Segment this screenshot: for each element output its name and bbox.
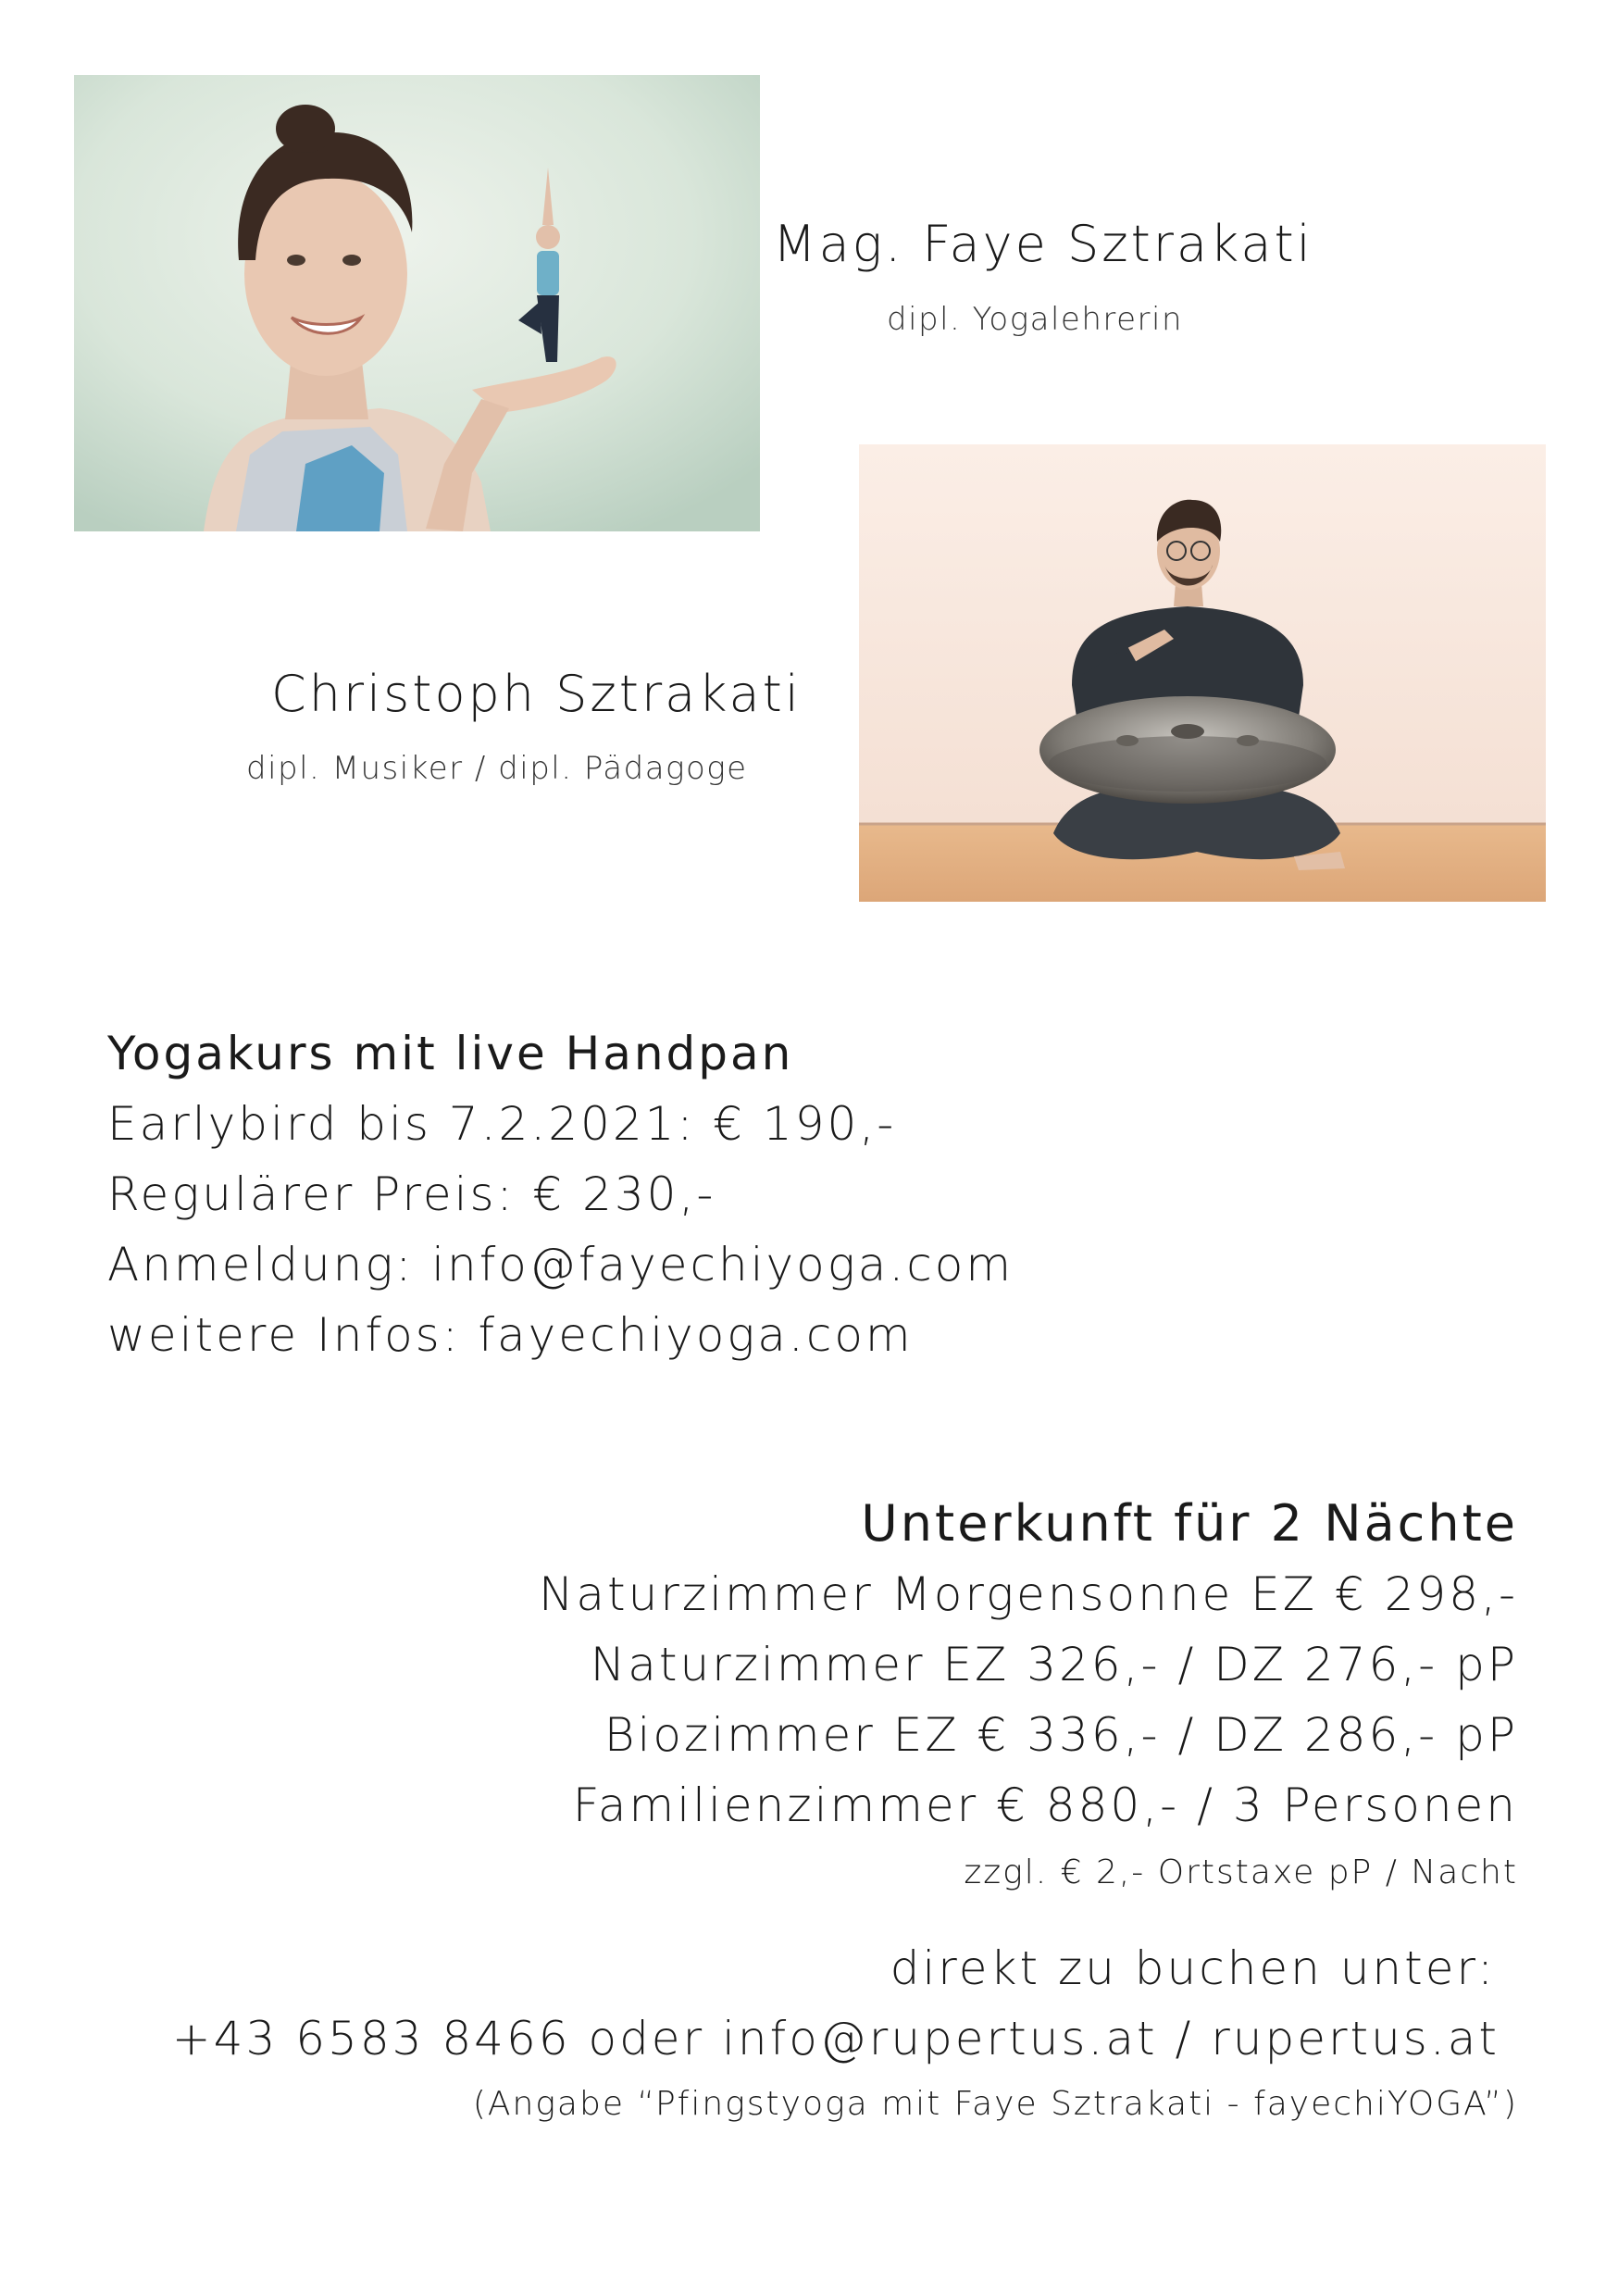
room-familienzimmer: Familienzimmer € 880,- / 3 Personen <box>572 1778 1518 1832</box>
faye-title: dipl. Yogalehrerin <box>887 301 1184 338</box>
course-info <box>107 1018 1014 1370</box>
booking-contact: +43 6583 8466 oder info@rupertus.at / rupertus.at <box>171 2012 1500 2065</box>
accommodation-heading: Unterkunft für 2 Nächte <box>861 1494 1518 1553</box>
faye-name: Mag. Faye Sztrakati <box>773 215 1313 273</box>
course-regular-price: Regulärer Preis: € 230,- <box>107 1167 716 1221</box>
course-registration: Anmeldung: info@fayechiyoga.com <box>107 1238 1014 1292</box>
course-earlybird-price: Earlybird bis 7.2.2021: € 190,- <box>107 1097 897 1151</box>
room-naturzimmer: Naturzimmer EZ 326,- / DZ 276,- pP <box>590 1638 1518 1691</box>
christoph-name: Christoph Sztrakati <box>271 665 802 723</box>
room-naturzimmer-morgensonne: Naturzimmer Morgensonne EZ € 298,- <box>538 1567 1518 1621</box>
photo-faye-sztrakati <box>74 75 760 531</box>
course-more-info: weitere Infos: fayechiyoga.com <box>107 1308 914 1362</box>
room-biozimmer: Biozimmer EZ € 336,- / DZ 286,- pP <box>604 1708 1518 1762</box>
christoph-title: dipl. Musiker / dipl. Pädagoge <box>246 750 748 787</box>
booking-reference: (Angabe “Pfingstyoga mit Faye Sztrakati - fayechiYOGA”) <box>472 2085 1518 2123</box>
booking-intro: direkt zu buchen unter: <box>890 1941 1496 1995</box>
booking-info <box>172 1933 1518 2135</box>
course-heading: Yogakurs mit live Handpan <box>107 1027 794 1080</box>
tourist-tax-note: zzgl. € 2,- Ortstaxe pP / Nacht <box>964 1853 1518 1891</box>
photo-christoph-sztrakati <box>859 444 1546 902</box>
accommodation-info <box>539 1489 1518 1905</box>
